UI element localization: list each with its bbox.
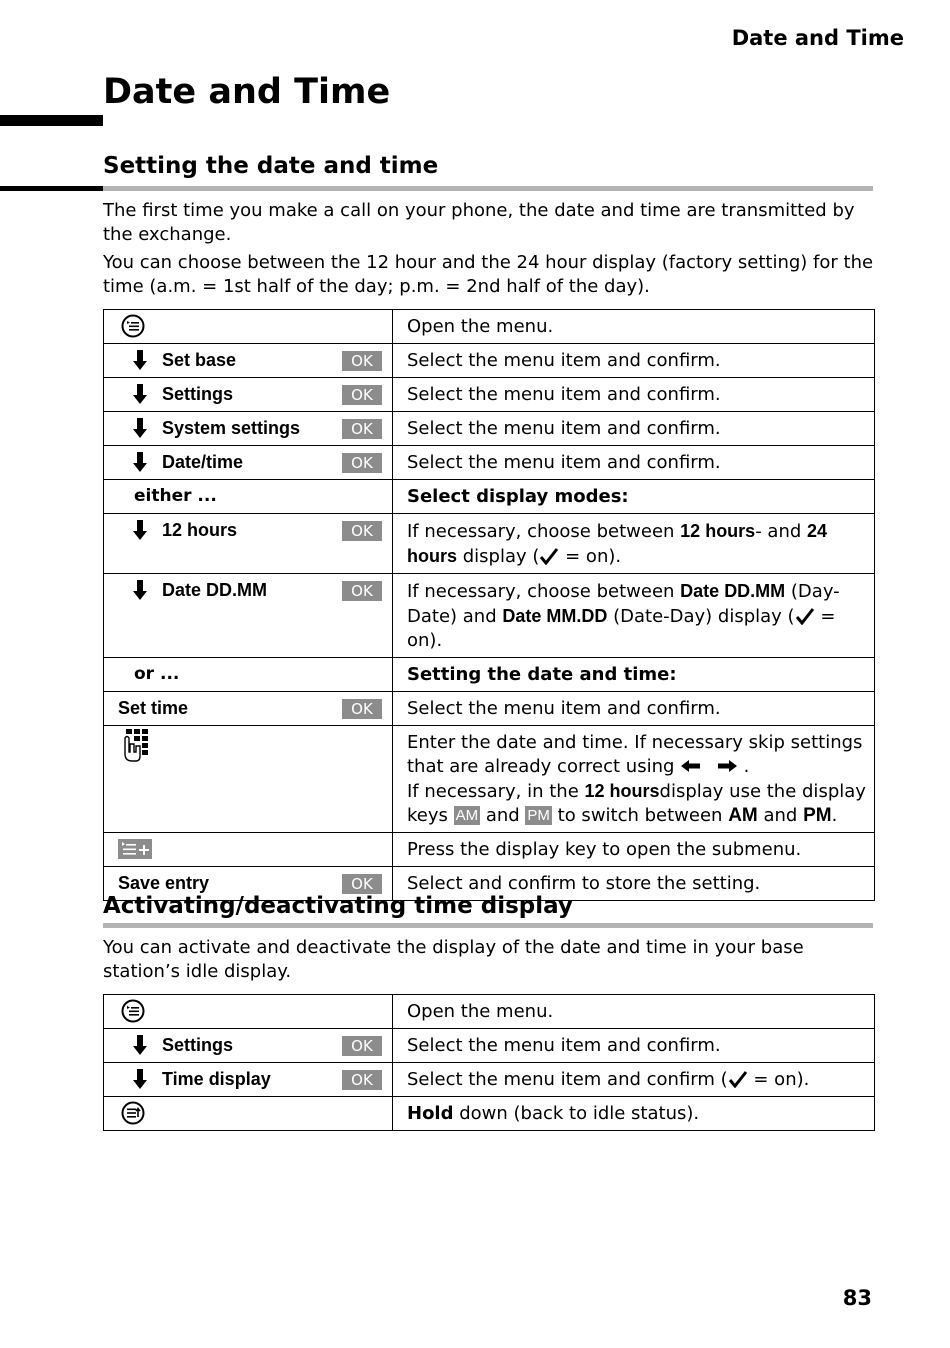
- steps-table-time-display: [103, 994, 875, 1131]
- section-rule: [103, 186, 873, 191]
- table-row: [104, 833, 875, 867]
- row-heading: Setting the date and time:: [393, 658, 875, 692]
- check-icon: [539, 547, 559, 565]
- text-bold: Date MM.DD: [502, 606, 608, 626]
- chapter-bar: [0, 115, 103, 126]
- menu-item-time-display[interactable]: Time display: [162, 1069, 271, 1089]
- row-description: Open the menu.: [393, 995, 875, 1029]
- row-description: Select the menu item and confirm.: [393, 692, 875, 726]
- keypad-icon: [120, 728, 154, 764]
- paragraph: You can activate and deactivate the display of the date and time in your base station’s idle display.: [103, 937, 804, 982]
- section-title-setting: Setting the date and time: [103, 153, 439, 179]
- down-arrow-icon: [132, 1034, 148, 1056]
- table-row: [104, 658, 875, 692]
- text: (Date-Day) display (: [607, 606, 795, 627]
- down-arrow-icon: [132, 451, 148, 473]
- or-label: or ...: [134, 664, 180, 684]
- text: display use the display keys: [407, 781, 866, 826]
- text: = on).: [559, 546, 622, 567]
- down-arrow-icon: [132, 519, 148, 541]
- text: If necessary, choose between: [407, 521, 681, 542]
- text: = on).: [407, 606, 836, 651]
- menu-item-date-time[interactable]: Date/time: [162, 452, 244, 472]
- text: .: [737, 756, 750, 777]
- check-icon: [795, 607, 815, 625]
- page-number: 83: [842, 1286, 872, 1310]
- ok-key[interactable]: OK: [342, 874, 382, 894]
- menu-item-date-ddmm[interactable]: Date DD.MM: [162, 580, 268, 600]
- ok-key[interactable]: OK: [342, 521, 382, 541]
- steps-table-date-time: [103, 309, 875, 901]
- paragraph: The first time you make a call on your phone, the date and time are transmitted by the exchange.: [103, 200, 855, 245]
- table-row: [104, 1097, 875, 1131]
- ok-key[interactable]: OK: [342, 581, 382, 601]
- table-row: [104, 446, 875, 480]
- row-description: [393, 574, 875, 658]
- table-row: [104, 692, 875, 726]
- section-rule: [103, 923, 873, 928]
- right-arrow-icon: [716, 759, 738, 773]
- running-header: Date and Time: [731, 26, 904, 50]
- am-display-key[interactable]: AM: [455, 807, 479, 824]
- text-bold: AM: [728, 805, 758, 826]
- text: and: [480, 805, 526, 826]
- row-description: Select the menu item and confirm.: [393, 446, 875, 480]
- left-arrow-icon: [680, 759, 702, 773]
- chapter-title: Date and Time: [103, 72, 391, 112]
- pm-display-key[interactable]: PM: [527, 807, 550, 824]
- table-row: [104, 995, 875, 1029]
- section-title-time-display: Activating/deactivating time display: [103, 893, 573, 919]
- either-label: either ...: [134, 486, 217, 506]
- row-description: [393, 514, 875, 574]
- down-arrow-icon: [132, 383, 148, 405]
- ok-key[interactable]: OK: [342, 699, 382, 719]
- table-row: [104, 412, 875, 446]
- ok-key[interactable]: OK: [342, 453, 382, 473]
- text: If necessary, choose between: [407, 581, 681, 602]
- menu-item-set-base[interactable]: Set base: [162, 350, 237, 370]
- down-arrow-icon: [132, 1068, 148, 1090]
- text-bold: Date DD.MM: [680, 581, 786, 601]
- row-description: [393, 1097, 875, 1131]
- text-bold: 12 hours: [584, 781, 660, 801]
- text-bold: PM: [803, 805, 832, 826]
- row-description: Select the menu item and confirm.: [393, 412, 875, 446]
- ok-key[interactable]: OK: [342, 1070, 382, 1090]
- row-description: [393, 726, 875, 833]
- section-bar: [0, 186, 103, 191]
- table-row: [104, 514, 875, 574]
- text: and: [757, 805, 804, 826]
- row-description: Open the menu.: [393, 310, 875, 344]
- menu-key-icon: [120, 314, 146, 338]
- text: (Day-Date) and: [407, 581, 840, 627]
- row-description: Press the display key to open the submenu.: [393, 833, 875, 867]
- menu-key-icon: [120, 999, 146, 1023]
- text: Enter the date and time. If necessary skip settings that are already correct using: [407, 732, 863, 777]
- ok-key[interactable]: OK: [342, 419, 382, 439]
- end-key-icon: [120, 1101, 146, 1125]
- menu-item-settings[interactable]: Settings: [162, 384, 234, 404]
- ok-key[interactable]: OK: [342, 385, 382, 405]
- text: to switch between: [551, 805, 729, 826]
- table-row: [104, 574, 875, 658]
- menu-item-set-time[interactable]: Set time: [118, 698, 189, 718]
- paragraph: You can choose between the 12 hour and the 24 hour display (factory setting) for the time (a.m. = 1st half of the day; p.m. = 2nd half of the day).: [103, 252, 874, 297]
- down-arrow-icon: [132, 417, 148, 439]
- table-row: [104, 480, 875, 514]
- row-description: Select and confirm to store the setting.: [393, 867, 875, 901]
- menu-item-settings[interactable]: Settings: [162, 1035, 234, 1055]
- submenu-key-icon[interactable]: [118, 839, 152, 859]
- table-row: [104, 378, 875, 412]
- row-description: [393, 1063, 875, 1097]
- text: .: [831, 805, 838, 826]
- ok-key[interactable]: OK: [342, 1036, 382, 1056]
- text: display (: [457, 546, 540, 567]
- text: - and: [755, 521, 808, 542]
- table-row: [104, 1029, 875, 1063]
- ok-key[interactable]: OK: [342, 351, 382, 371]
- down-arrow-icon: [132, 579, 148, 601]
- table-row: [104, 344, 875, 378]
- check-icon: [728, 1070, 748, 1088]
- text: = on).: [747, 1069, 810, 1090]
- table-row: [104, 310, 875, 344]
- row-heading: Select display modes:: [393, 480, 875, 514]
- table-row: [104, 726, 875, 833]
- text: down (back to idle status).: [453, 1103, 700, 1124]
- text-bold: 24 hours: [407, 521, 828, 566]
- row-description: Select the menu item and confirm.: [393, 378, 875, 412]
- text: If necessary, in the: [407, 781, 585, 802]
- down-arrow-icon: [132, 349, 148, 371]
- text-bold: 12 hours: [680, 521, 756, 541]
- table-row: [104, 1063, 875, 1097]
- menu-item-12-hours[interactable]: 12 hours: [162, 520, 238, 540]
- text: Select the menu item and confirm (: [407, 1069, 728, 1090]
- row-description: Select the menu item and confirm.: [393, 1029, 875, 1063]
- row-description: Select the menu item and confirm.: [393, 344, 875, 378]
- menu-item-system-settings[interactable]: System settings: [162, 418, 301, 438]
- text-bold: Hold: [407, 1103, 454, 1124]
- menu-item-save-entry[interactable]: Save entry: [118, 873, 210, 893]
